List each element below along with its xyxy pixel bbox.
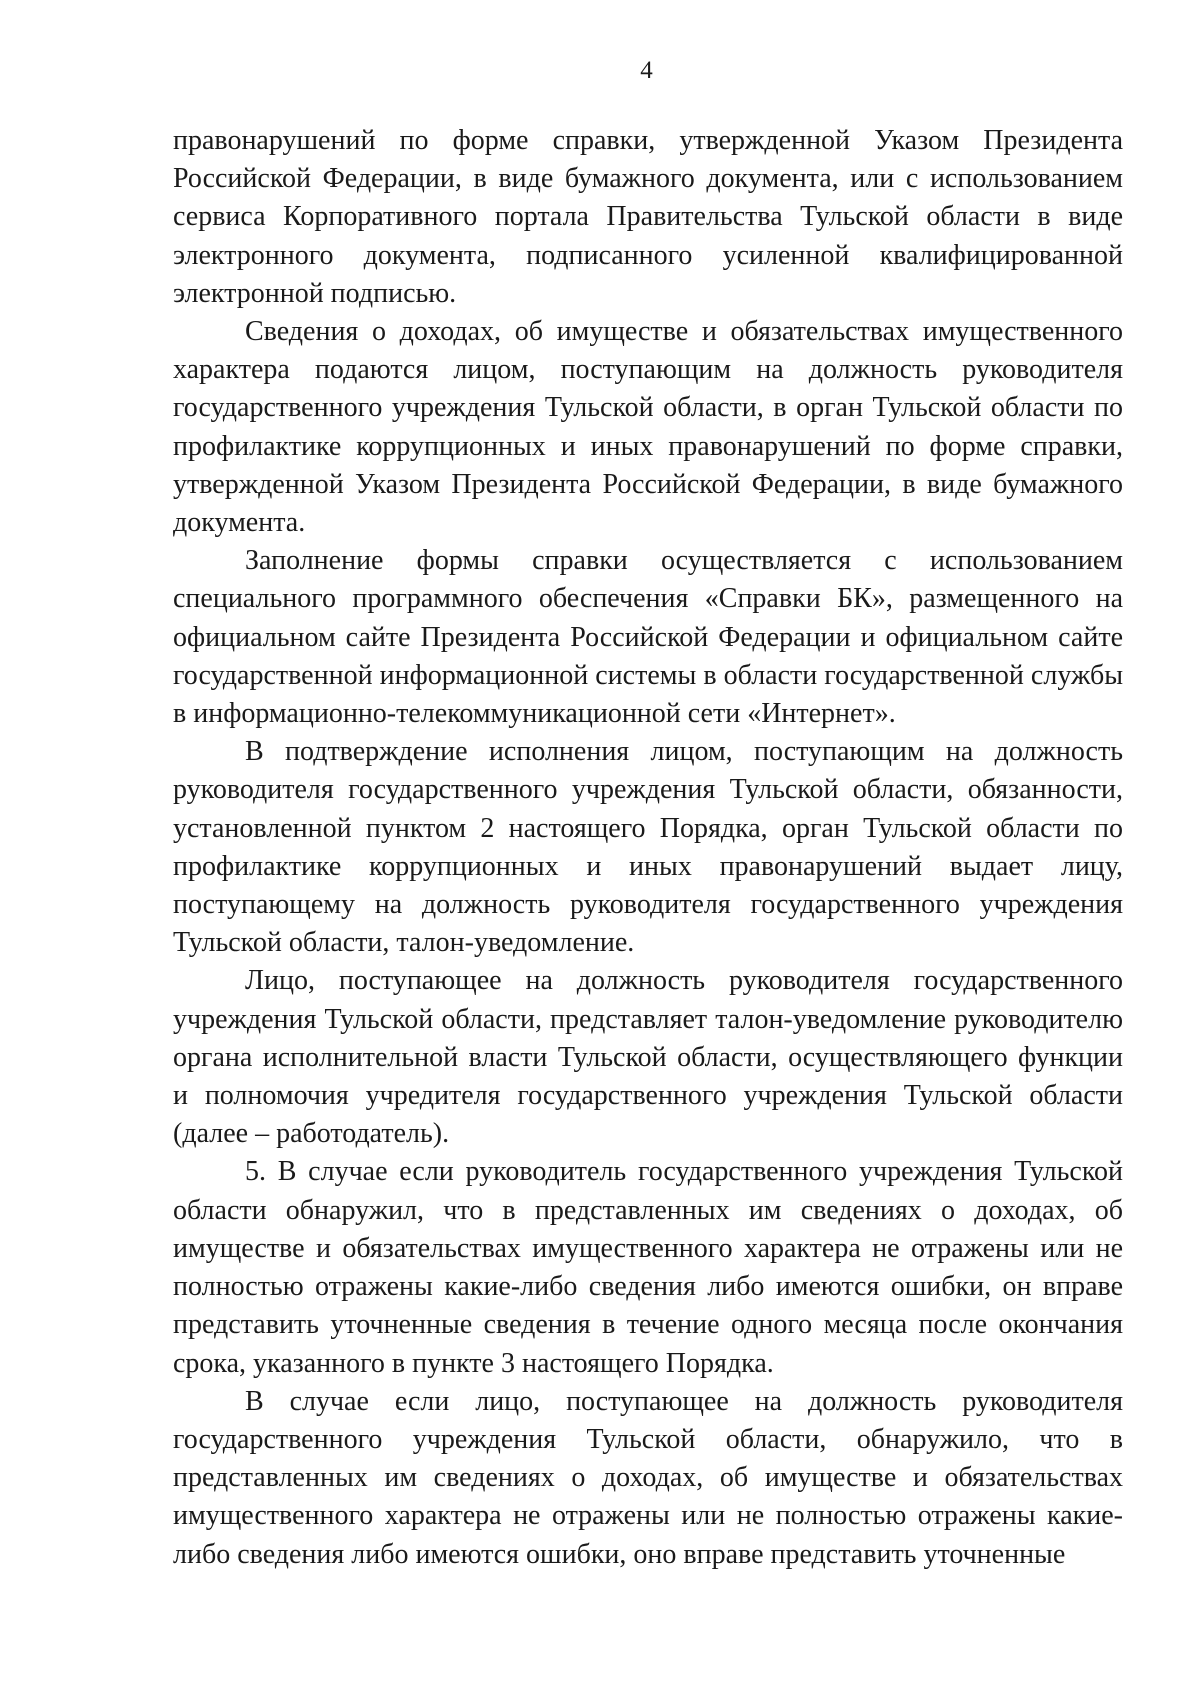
- page-number: 4: [640, 57, 653, 84]
- paragraph: Лицо, поступающее на должность руководителя государственного учреждения Тульской области, представляет талон-уведомление руководителю органа исполнительной власти Тульской области, осуществляющего функции и полномочия учредителя государственного учреждения Тульской области (далее – работодатель).: [173, 965, 1123, 1150]
- paragraph: В подтверждение исполнения лицом, поступающим на должность руководителя государственного учреждения Тульской области, обязанности, установленной пунктом 2 настоящего Порядка, орган Тульской области по профилактике коррупционных и иных правонарушений выдает лицу, поступающему на должность руководителя государственного учреждения Тульской области, талон-уведомление.: [173, 736, 1123, 959]
- paragraph: Сведения о доходах, об имуществе и обязательствах имущественного характера подаются лицом, поступающим на должность руководителя государственного учреждения Тульской области, в орган Тульской области по профилактике коррупционных и иных правонарушений по форме справки, утвержденной Указом Президента Российской Федерации, в виде бумажного документа.: [173, 316, 1123, 539]
- paragraph: Заполнение формы справки осуществляется с использованием специального программного обеспечения «Справки БК», размещенного на официальном сайте Президента Российской Федерации и официальном сайте государственной информационной системы в области государственной службы в информационно-телекоммуникационной сети «Интернет».: [173, 545, 1123, 730]
- paragraph: 5. В случае если руководитель государственного учреждения Тульской области обнаружил, что в представленных им сведениях о доходах, об имуществе и обязательствах имущественного характера не отражены или не полностью отражены какие-либо сведения либо имеются ошибки, он вправе представить уточненные сведения в течение одного месяца после окончания срока, указанного в пункте 3 настоящего Порядка.: [173, 1156, 1123, 1379]
- paragraph: В случае если лицо, поступающее на должность руководителя государственного учреждения Тульской области, обнаружило, что в представленных им сведениях о доходах, об имуществе и обязательствах имущественного характера не отражены или не полностью отражены какие-либо сведения либо имеются ошибки, оно вправе представить уточненные: [173, 1385, 1123, 1570]
- document-body: [173, 122, 1123, 1574]
- paragraph: правонарушений по форме справки, утвержденной Указом Президента Российской Федерации, в виде бумажного документа, или с использованием сервиса Корпоративного портала Правительства Тульской области в виде электронного документа, подписанного усиленной квалифицированной электронной подписью.: [173, 125, 1123, 309]
